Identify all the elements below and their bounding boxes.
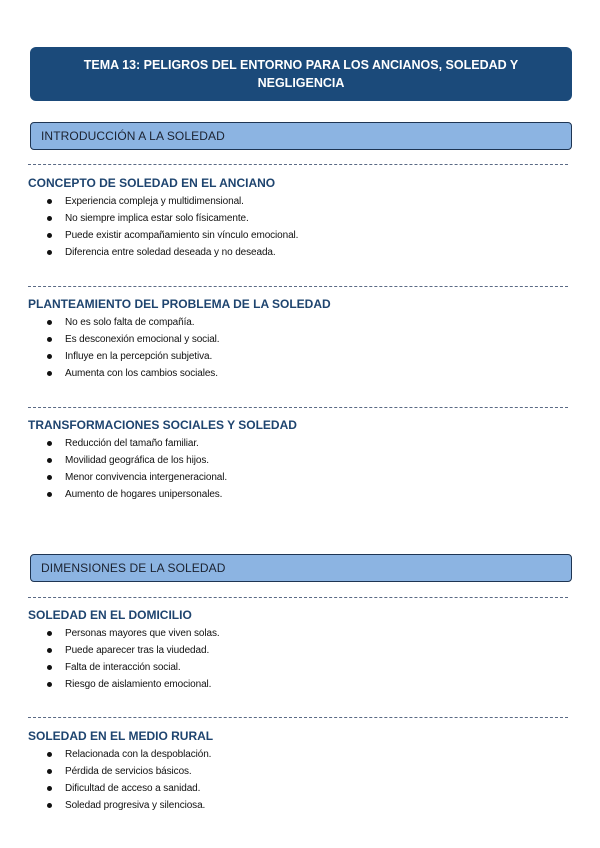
content-block-planteamiento (28, 296, 568, 382)
bullet-list (28, 625, 568, 693)
divider (28, 164, 568, 165)
list-item: No es solo falta de compañía. (28, 314, 568, 331)
list-item: No siempre implica estar solo físicamente. (28, 210, 568, 227)
block-title: PLANTEAMIENTO DEL PROBLEMA DE LA SOLEDAD (28, 297, 331, 311)
list-item: Pérdida de servicios básicos. (28, 763, 568, 780)
list-item: Aumento de hogares unipersonales. (28, 486, 568, 503)
bullet-icon (47, 199, 52, 204)
list-item: Diferencia entre soledad deseada y no deseada. (28, 244, 568, 261)
bullet-icon (47, 786, 52, 791)
block-title: CONCEPTO DE SOLEDAD EN EL ANCIANO (28, 176, 276, 190)
bullet-list (28, 746, 568, 814)
bullet-icon (47, 337, 52, 342)
content-block-concepto (28, 175, 568, 261)
bullet-icon (47, 441, 52, 446)
bullet-icon (47, 216, 52, 221)
bullet-icon (47, 233, 52, 238)
section-header-introduccion (30, 122, 572, 150)
content-block-transformaciones (28, 417, 568, 503)
page-title: TEMA 13: PELIGROS DEL ENTORNO PARA LOS ANCIANOS, SOLEDAD Y NEGLIGENCIA (83, 58, 519, 90)
divider (28, 717, 568, 718)
list-item: Experiencia compleja y multidimensional. (28, 193, 568, 210)
list-item: Soledad progresiva y silenciosa. (28, 797, 568, 814)
section-heading: INTRODUCCIÓN A LA SOLEDAD (41, 129, 225, 143)
list-item: Puede existir acompañamiento sin vínculo emocional. (28, 227, 568, 244)
list-item: Menor convivencia intergeneracional. (28, 469, 568, 486)
bullet-icon (47, 769, 52, 774)
block-title: SOLEDAD EN EL DOMICILIO (28, 608, 192, 622)
bullet-icon (47, 458, 52, 463)
list-item: Dificultad de acceso a sanidad. (28, 780, 568, 797)
list-item: Falta de interacción social. (28, 659, 568, 676)
bullet-list (28, 314, 568, 382)
block-title: SOLEDAD EN EL MEDIO RURAL (28, 729, 214, 743)
list-item: Reducción del tamaño familiar. (28, 435, 568, 452)
block-title: TRANSFORMACIONES SOCIALES Y SOLEDAD (28, 418, 297, 432)
list-item: Personas mayores que viven solas. (28, 625, 568, 642)
divider (28, 286, 568, 287)
content-block-medio-rural (28, 728, 568, 814)
content-block-domicilio (28, 607, 568, 693)
bullet-list (28, 193, 568, 261)
list-item: Riesgo de aislamiento emocional. (28, 676, 568, 693)
bullet-icon (47, 354, 52, 359)
divider (28, 597, 568, 598)
bullet-icon (47, 631, 52, 636)
bullet-icon (47, 492, 52, 497)
bullet-icon (47, 475, 52, 480)
list-item: Influye en la percepción subjetiva. (28, 348, 568, 365)
list-item: Es desconexión emocional y social. (28, 331, 568, 348)
bullet-icon (47, 320, 52, 325)
bullet-icon (47, 371, 52, 376)
list-item: Relacionada con la despoblación. (28, 746, 568, 763)
bullet-icon (47, 665, 52, 670)
bullet-icon (47, 682, 52, 687)
bullet-icon (47, 752, 52, 757)
list-item: Movilidad geográfica de los hijos. (28, 452, 568, 469)
bullet-list (28, 435, 568, 503)
list-item: Puede aparecer tras la viudedad. (28, 642, 568, 659)
divider (28, 407, 568, 408)
section-header-dimensiones (30, 554, 572, 582)
section-heading: DIMENSIONES DE LA SOLEDAD (41, 561, 226, 575)
bullet-icon (47, 250, 52, 255)
bullet-icon (47, 803, 52, 808)
page-title-banner (30, 47, 572, 101)
list-item: Aumenta con los cambios sociales. (28, 365, 568, 382)
bullet-icon (47, 648, 52, 653)
